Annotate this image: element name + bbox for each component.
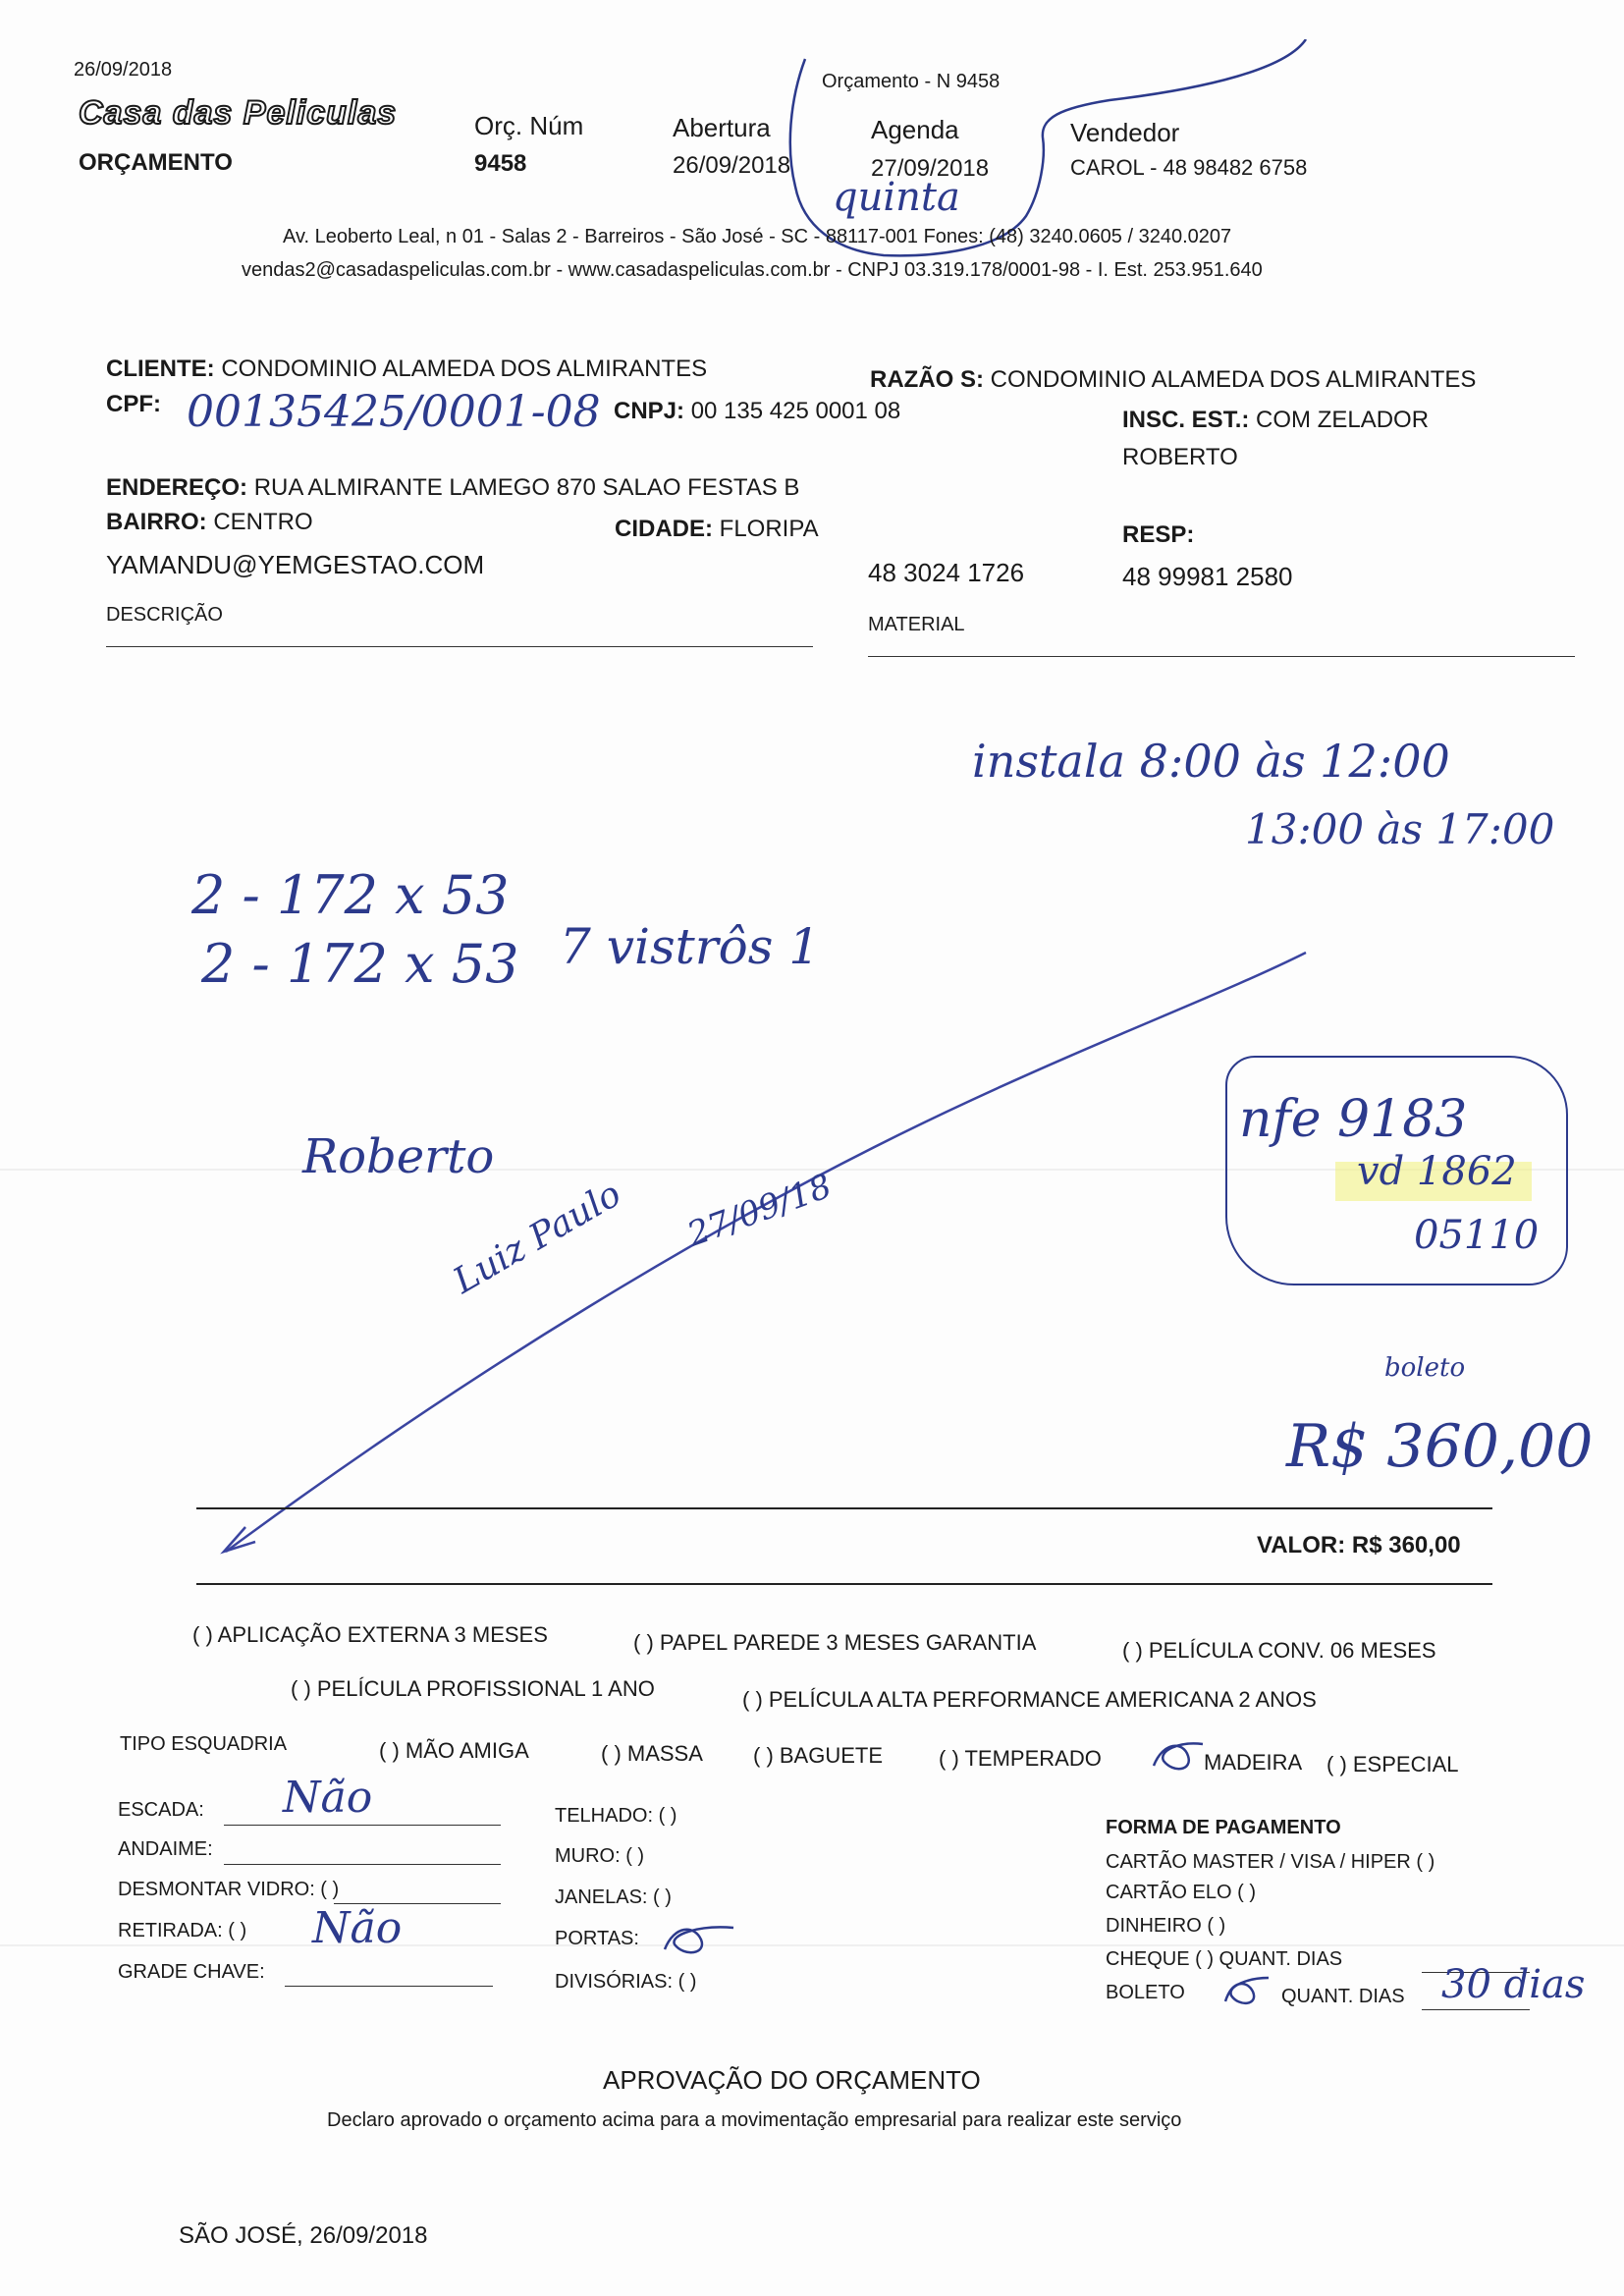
cidade-value: FLORIPA (719, 516, 819, 542)
insc-label: INSC. EST.: (1122, 407, 1250, 433)
handwritten-instala-2: 13:00 às 17:00 (1245, 805, 1555, 853)
cliente-label: CLIENTE: (106, 355, 215, 382)
divisorias-label[interactable]: DIVISÓRIAS: ( ) (555, 1971, 697, 1993)
client-email: YAMANDU@YEMGESTAO.COM (106, 550, 485, 579)
insc-value-2: ROBERTO (1122, 444, 1238, 470)
approval-text: Declaro aprovado o orçamento acima para a movimentação empresarial para realizar este serviço (327, 2109, 1182, 2131)
razao-value: CONDOMINIO ALAMEDA DOS ALMIRANTES (990, 366, 1477, 393)
tipo-especial[interactable]: ( ) ESPECIAL (1326, 1752, 1459, 1777)
orcamento-ref: Orçamento - N 9458 (822, 71, 1001, 92)
boleto-check-mark (1218, 1972, 1276, 2011)
janelas-label[interactable]: JANELAS: ( ) (555, 1886, 672, 1908)
material-label: MATERIAL (868, 614, 965, 635)
valor-total: VALOR: R$ 360,00 (1257, 1532, 1461, 1558)
retirada-handwritten: Não (312, 1903, 403, 1953)
company-logo: Casa das Peliculas (79, 94, 398, 132)
madeira-check-mark (1149, 1736, 1208, 1776)
cliente-row (106, 355, 707, 383)
resp-label: RESP: (1122, 521, 1195, 548)
endereco-row (106, 474, 799, 502)
cnpj-value: 00 135 425 0001 08 (690, 398, 901, 424)
resp-phone: 48 99981 2580 (1122, 562, 1293, 591)
abertura-label: Abertura (673, 113, 771, 142)
cnpj-row (614, 398, 900, 425)
cpf-handwritten: 00135425/0001-08 (187, 387, 601, 437)
tipo-esquadria-label: TIPO ESQUADRIA (120, 1733, 288, 1755)
handwritten-item-2: 2 - 172 x 53 (201, 933, 519, 995)
escada-label: ESCADA: (118, 1799, 204, 1821)
cidade-label: CIDADE: (615, 516, 713, 542)
bairro-label: BAIRRO: (106, 509, 207, 535)
box-line-1: nfe 9183 (1239, 1090, 1468, 1149)
paper-fold (0, 1944, 1624, 1946)
payment-cartao-elo[interactable]: CARTÃO ELO ( ) (1106, 1882, 1256, 1903)
cpf-label: CPF: (106, 391, 161, 417)
payment-dinheiro[interactable]: DINHEIRO ( ) (1106, 1915, 1226, 1937)
cidade-row (615, 516, 819, 543)
doc-type: ORÇAMENTO (79, 149, 233, 176)
total-rule-top (196, 1507, 1492, 1509)
tipo-temperado[interactable]: ( ) TEMPERADO (939, 1746, 1102, 1771)
orc-num-value: 9458 (474, 150, 527, 177)
company-address: Av. Leoberto Leal, n 01 - Salas 2 - Barreiros - São José - SC - 88117-001 Fones: (48) 3240.0605 / 3240.0207 (283, 226, 1232, 247)
handwritten-instala: instala 8:00 às 12:00 (972, 735, 1450, 788)
muro-label[interactable]: MURO: ( ) (555, 1845, 645, 1867)
payment-cheque[interactable]: CHEQUE ( ) QUANT. DIAS (1106, 1948, 1343, 1970)
handwritten-price: R$ 360,00 (1286, 1412, 1594, 1481)
handwritten-boleto-note: boleto (1384, 1353, 1466, 1383)
agenda-label: Agenda (871, 115, 959, 144)
handwritten-signature-date: 27/09/18 (682, 1166, 838, 1255)
agenda-handwritten-note: quinta (833, 175, 960, 220)
grade-chave-line (285, 1986, 493, 1987)
escada-line (224, 1825, 501, 1826)
tipo-baguete[interactable]: ( ) BAGUETE (753, 1743, 884, 1768)
client-phone: 48 3024 1726 (868, 558, 1025, 587)
approval-title: APROVAÇÃO DO ORÇAMENTO (603, 2065, 981, 2095)
payment-boleto-dias: QUANT. DIAS (1281, 1986, 1405, 2007)
razao-label: RAZÃO S: (870, 366, 984, 393)
bairro-value: CENTRO (213, 509, 313, 535)
total-rule-bottom (196, 1583, 1492, 1585)
handwritten-item-2-note: 7 vistrôs 1 (560, 918, 821, 975)
cliente-value: CONDOMINIO ALAMEDA DOS ALMIRANTES (221, 355, 708, 382)
portas-label[interactable]: PORTAS: (555, 1928, 639, 1949)
insc-value: COM ZELADOR (1256, 407, 1430, 433)
andaime-label: ANDAIME: (118, 1838, 213, 1860)
option-papel-parede[interactable]: ( ) PAPEL PAREDE 3 MESES GARANTIA (633, 1630, 1037, 1655)
abertura-value: 26/09/2018 (673, 152, 791, 179)
handwritten-dias: 30 dias (1441, 1962, 1586, 2007)
bairro-row (106, 509, 313, 536)
grade-chave-label: GRADE CHAVE: (118, 1961, 265, 1983)
insc-row (1122, 407, 1429, 434)
razao-row (870, 366, 1476, 394)
payment-cartao-master[interactable]: CARTÃO MASTER / VISA / HIPER ( ) (1106, 1851, 1435, 1873)
desmontar-vidro-label[interactable]: DESMONTAR VIDRO: ( ) (118, 1879, 340, 1900)
option-aplicacao-externa[interactable]: ( ) APLICAÇÃO EXTERNA 3 MESES (192, 1622, 548, 1647)
handwritten-signature: Roberto (302, 1129, 495, 1184)
option-pelicula-alta-performance[interactable]: ( ) PELÍCULA ALTA PERFORMANCE AMERICANA 2 ANOS (742, 1687, 1317, 1712)
agenda-value: 27/09/2018 (871, 155, 990, 182)
tipo-madeira[interactable]: MADEIRA (1204, 1750, 1303, 1775)
boleto-dias-line (1422, 2009, 1530, 2010)
vendedor-value: CAROL - 48 98482 6758 (1070, 155, 1308, 180)
escada-handwritten: Não (283, 1773, 373, 1823)
handwritten-signature-2: Luiz Paulo (447, 1174, 628, 1302)
descricao-label: DESCRIÇÃO (106, 604, 223, 626)
orc-num-label: Orç. Núm (474, 111, 584, 140)
handwritten-item-1: 2 - 172 x 53 (191, 864, 510, 926)
print-date: 26/09/2018 (74, 59, 173, 81)
retirada-label[interactable]: RETIRADA: ( ) (118, 1920, 247, 1941)
tipo-massa[interactable]: ( ) MASSA (601, 1741, 703, 1766)
telhado-label[interactable]: TELHADO: ( ) (555, 1805, 677, 1827)
box-line-3: 05110 (1414, 1213, 1540, 1258)
portas-check-mark (660, 1920, 738, 1959)
tipo-mao-amiga[interactable]: ( ) MÃO AMIGA (379, 1738, 529, 1763)
option-pelicula-profissional[interactable]: ( ) PELÍCULA PROFISSIONAL 1 ANO (291, 1676, 655, 1701)
payment-boleto-label[interactable]: BOLETO (1106, 1982, 1185, 2003)
approval-place-date: SÃO JOSÉ, 26/09/2018 (179, 2222, 428, 2249)
payment-title: FORMA DE PAGAMENTO (1106, 1817, 1341, 1838)
cnpj-label: CNPJ: (614, 398, 685, 424)
andaime-line (224, 1864, 501, 1865)
vendedor-label: Vendedor (1070, 118, 1180, 147)
material-underline (868, 656, 1575, 657)
endereco-value: RUA ALMIRANTE LAMEGO 870 SALAO FESTAS B (253, 474, 800, 501)
box-line-2: vd 1862 (1357, 1149, 1517, 1194)
endereco-label: ENDEREÇO: (106, 474, 248, 501)
company-contact: vendas2@casadaspeliculas.com.br - www.casadaspeliculas.com.br - CNPJ 03.319.178/0001-98 - I. Est. 253.951.640 (242, 259, 1263, 281)
descricao-underline (106, 646, 813, 647)
option-pelicula-conv[interactable]: ( ) PELÍCULA CONV. 06 MESES (1122, 1638, 1436, 1663)
diagonal-stroke (206, 923, 1326, 1561)
